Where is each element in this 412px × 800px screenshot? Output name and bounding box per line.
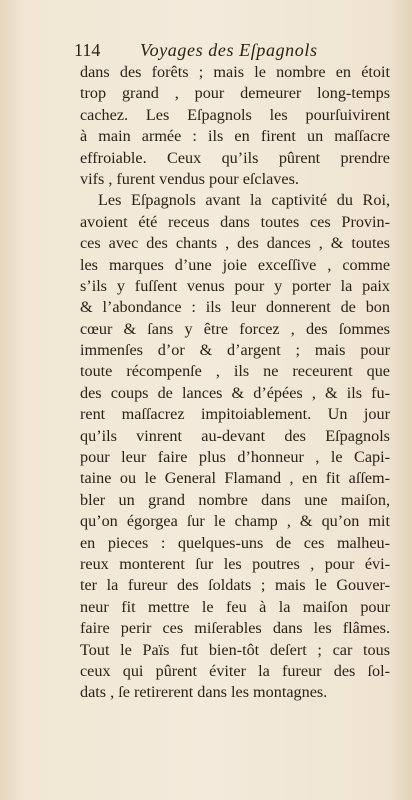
- text-line: toute récompenſe , ils ne receurent que: [80, 362, 390, 381]
- text-line: des coups de lances & d’épées , & ils fu-: [80, 383, 390, 402]
- text-line: en pieces : quelques-uns de ces malheu-: [80, 533, 390, 552]
- running-head: Voyages des Eſpagnols: [140, 40, 318, 60]
- text-line: trop grand , pour demeurer long-temps: [80, 84, 390, 103]
- text-line: immenſes d’or & d’argent ; mais pour: [80, 341, 390, 360]
- text-line: s’ils y fuſſent venus pour y porter la paix: [80, 276, 390, 295]
- page-number: 114: [74, 40, 101, 60]
- page-header: [74, 38, 374, 62]
- text-line: & l’abondance : ils leur donnerent de bon: [80, 298, 390, 317]
- text-line: effroiable. Ceux qu’ils pûrent prendre: [80, 148, 390, 167]
- text-line: cachez. Les Eſpagnols les pourſuivirent: [80, 105, 390, 124]
- text-line: qu’on égorgea ſur le champ , & qu’on mit: [80, 512, 390, 531]
- body-text: [80, 62, 390, 704]
- text-line: dans des forêts ; mais le nombre en étoit: [80, 63, 390, 81]
- text-line: cœur & ſans y être forcez , des ſommes: [80, 319, 390, 338]
- text-line: Tout le Païs fut bien-tôt deſert ; car tous: [80, 640, 390, 659]
- text-line: à main armée : ils en firent un maſſacre: [80, 127, 390, 146]
- text-line: Les Eſpagnols avant la captivité du Roi,: [98, 191, 390, 210]
- text-line: ceux qui pûrent éviter la fureur des ſol-: [80, 661, 390, 680]
- text-line: vifs , furent vendus pour eſclaves.: [80, 169, 299, 188]
- text-line: ces avec des chants , des dances , & toutes: [80, 234, 390, 253]
- text-line: dats , ſe retirerent dans les montagnes.: [80, 683, 328, 702]
- text-line: taine ou le General Flamand , en fit aſſem-: [80, 469, 390, 488]
- text-line: ter la fureur des ſoldats ; mais le Gouver-: [80, 576, 390, 595]
- text-line: reux monterent ſur les poutres , pour évi-: [80, 554, 390, 573]
- text-line: faire perir ces miſerables dans les flâmes.: [80, 619, 390, 638]
- text-line: avoient été receus dans toutes ces Provin-: [80, 212, 390, 231]
- text-line: rent maſſacrez impitoiablement. Un jour: [80, 405, 390, 424]
- text-line: neur fit mettre le feu à la maiſon pour: [80, 597, 390, 616]
- text-line: bler un grand nombre dans une maiſon,: [80, 490, 390, 509]
- text-line: qu’ils vinrent au-devant des Eſpagnols: [80, 426, 390, 445]
- text-line: pour leur faire plus d’honneur , le Capi-: [80, 448, 390, 467]
- text-line: les marques d’une joie exceſſive , comme: [80, 255, 390, 274]
